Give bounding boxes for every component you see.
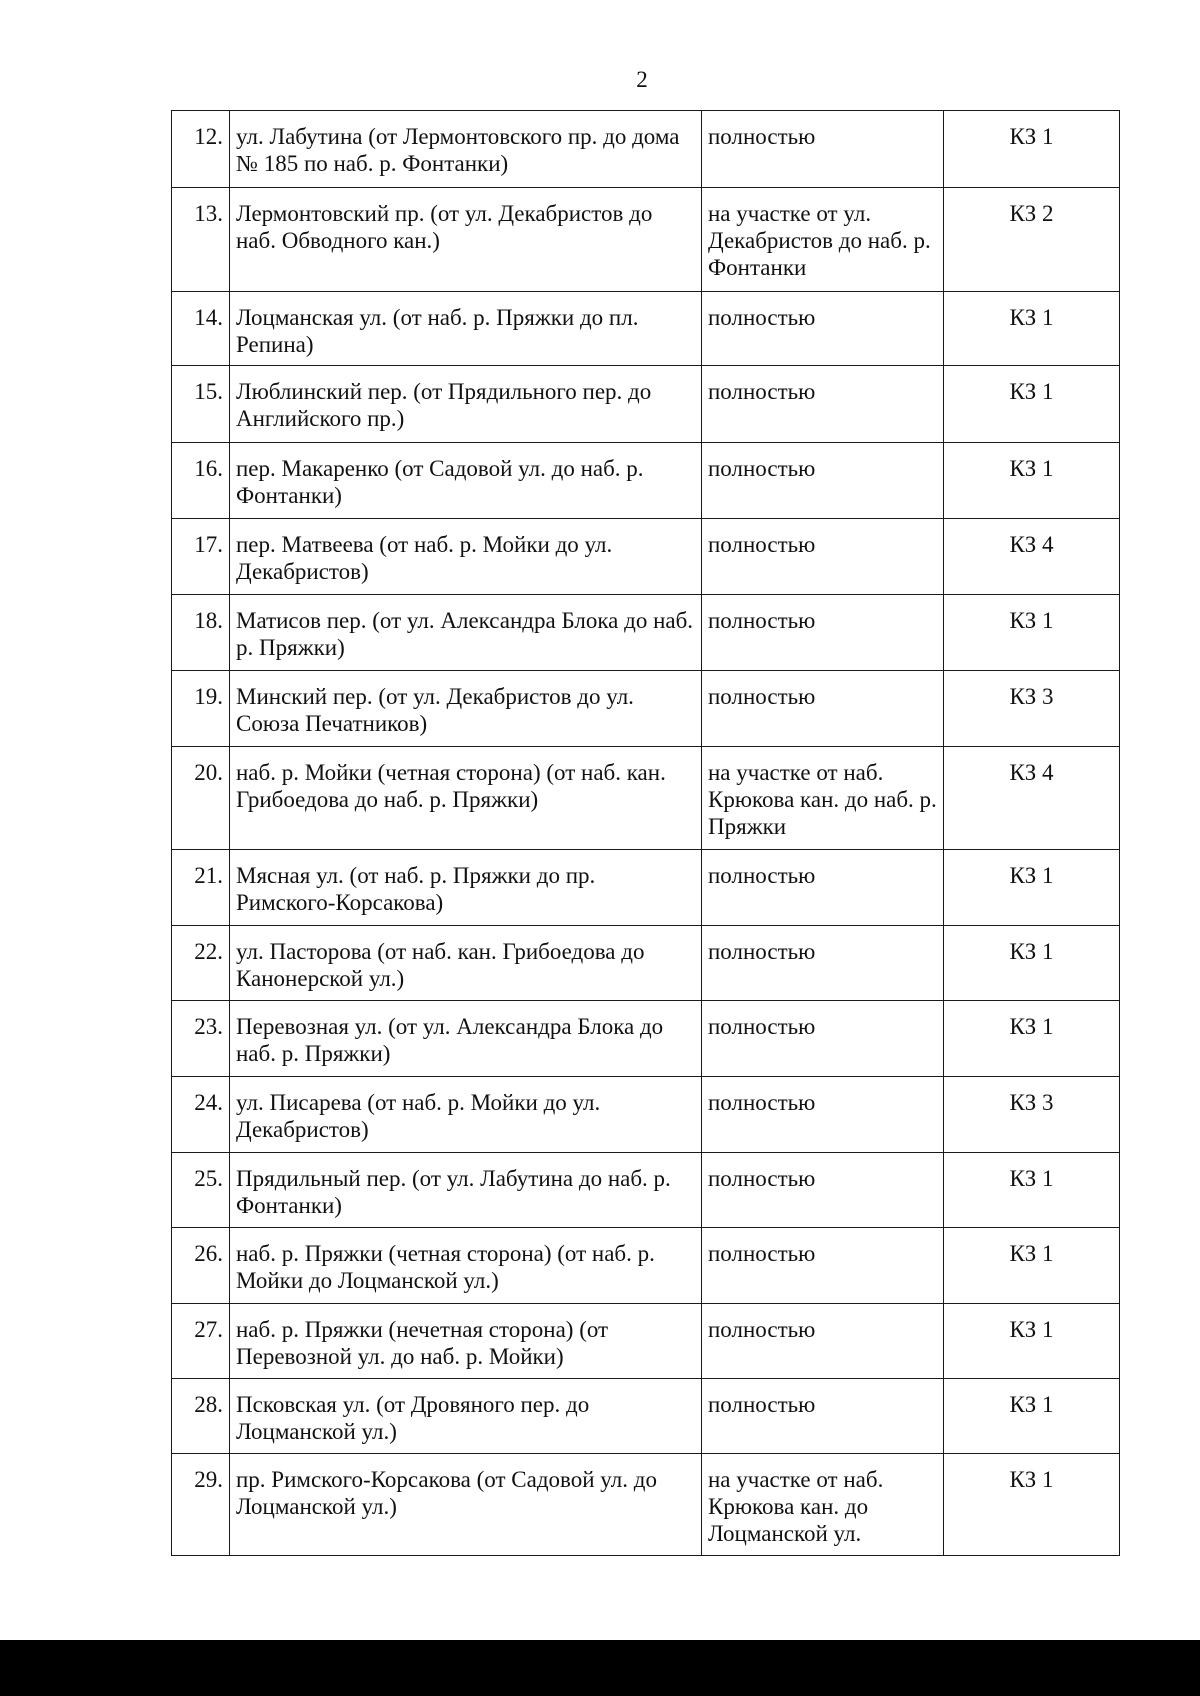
- row-number: 16.: [172, 443, 230, 519]
- table-row: [172, 1228, 1120, 1304]
- row-number: 29.: [172, 1454, 230, 1556]
- zone-code: КЗ 1: [944, 1454, 1120, 1556]
- street-name: ул. Пасторова (от наб. кан. Грибоедова до Канонерской ул.): [230, 926, 702, 1001]
- street-name: пер. Матвеева (от наб. р. Мойки до ул. Декабристов): [230, 519, 702, 595]
- table-row: [172, 1001, 1120, 1077]
- row-number: 25.: [172, 1153, 230, 1228]
- street-extent: полностью: [702, 1001, 944, 1077]
- zone-code: КЗ 1: [944, 1304, 1120, 1379]
- street-extent: на участке от ул. Декабристов до наб. р. Фонтанки: [702, 188, 944, 292]
- row-number: 12.: [172, 111, 230, 188]
- street-name: наб. р. Пряжки (четная сторона) (от наб. р. Мойки до Лоцманской ул.): [230, 1228, 702, 1304]
- row-number: 14.: [172, 292, 230, 366]
- table-row: [172, 671, 1120, 747]
- page-number: 2: [636, 67, 648, 92]
- row-number: 13.: [172, 188, 230, 292]
- table-row: [172, 926, 1120, 1001]
- row-number: 27.: [172, 1304, 230, 1379]
- table-row: [172, 747, 1120, 850]
- street-extent: полностью: [702, 1304, 944, 1379]
- street-name: Мясная ул. (от наб. р. Пряжки до пр. Римского-Корсакова): [230, 850, 702, 926]
- street-name: Лоцманская ул. (от наб. р. Пряжки до пл. Репина): [230, 292, 702, 366]
- zone-code: КЗ 4: [944, 747, 1120, 850]
- street-extent: полностью: [702, 292, 944, 366]
- row-number: 21.: [172, 850, 230, 926]
- street-extent: полностью: [702, 111, 944, 188]
- street-name: Псковская ул. (от Дровяного пер. до Лоцманской ул.): [230, 1379, 702, 1454]
- street-name: наб. р. Мойки (четная сторона) (от наб. кан. Грибоедова до наб. р. Пряжки): [230, 747, 702, 850]
- street-extent: полностью: [702, 926, 944, 1001]
- table-row: [172, 111, 1120, 188]
- row-number: 22.: [172, 926, 230, 1001]
- streets-table-body: [172, 111, 1120, 1556]
- street-name: Перевозная ул. (от ул. Александра Блока до наб. р. Пряжки): [230, 1001, 702, 1077]
- row-number: 26.: [172, 1228, 230, 1304]
- zone-code: КЗ 3: [944, 671, 1120, 747]
- streets-table: [171, 110, 1120, 1556]
- street-extent: полностью: [702, 671, 944, 747]
- street-name: Матисов пер. (от ул. Александра Блока до наб. р. Пряжки): [230, 595, 702, 671]
- zone-code: КЗ 1: [944, 1228, 1120, 1304]
- zone-code: КЗ 1: [944, 850, 1120, 926]
- street-name: Минский пер. (от ул. Декабристов до ул. Союза Печатников): [230, 671, 702, 747]
- row-number: 17.: [172, 519, 230, 595]
- table-row: [172, 1304, 1120, 1379]
- street-extent: полностью: [702, 366, 944, 443]
- street-extent: полностью: [702, 443, 944, 519]
- row-number: 24.: [172, 1077, 230, 1153]
- street-extent: полностью: [702, 1228, 944, 1304]
- street-extent: полностью: [702, 1077, 944, 1153]
- zone-code: КЗ 4: [944, 519, 1120, 595]
- zone-code: КЗ 1: [944, 926, 1120, 1001]
- table-row: [172, 595, 1120, 671]
- zone-code: КЗ 1: [944, 111, 1120, 188]
- table-row: [172, 519, 1120, 595]
- street-extent: полностью: [702, 1153, 944, 1228]
- zone-code: КЗ 1: [944, 1379, 1120, 1454]
- row-number: 28.: [172, 1379, 230, 1454]
- zone-code: КЗ 1: [944, 443, 1120, 519]
- scan-bottom-border: [0, 1640, 1200, 1696]
- table-row: [172, 1153, 1120, 1228]
- street-name: Люблинский пер. (от Прядильного пер. до Английского пр.): [230, 366, 702, 443]
- table-row: [172, 366, 1120, 443]
- street-name: наб. р. Пряжки (нечетная сторона) (от Перевозной ул. до наб. р. Мойки): [230, 1304, 702, 1379]
- street-extent: на участке от наб. Крюкова кан. до наб. р. Пряжки: [702, 747, 944, 850]
- zone-code: КЗ 1: [944, 595, 1120, 671]
- row-number: 23.: [172, 1001, 230, 1077]
- street-name: Лермонтовский пр. (от ул. Декабристов до наб. Обводного кан.): [230, 188, 702, 292]
- table-row: [172, 443, 1120, 519]
- zone-code: КЗ 1: [944, 366, 1120, 443]
- street-name: Прядильный пер. (от ул. Лабутина до наб. р. Фонтанки): [230, 1153, 702, 1228]
- table-row: [172, 1077, 1120, 1153]
- street-name: пр. Римского-Корсакова (от Садовой ул. до Лоцманской ул.): [230, 1454, 702, 1556]
- street-extent: полностью: [702, 1379, 944, 1454]
- row-number: 15.: [172, 366, 230, 443]
- row-number: 18.: [172, 595, 230, 671]
- street-extent: на участке от наб. Крюкова кан. до Лоцманской ул.: [702, 1454, 944, 1556]
- table-row: [172, 292, 1120, 366]
- zone-code: КЗ 1: [944, 1001, 1120, 1077]
- zone-code: КЗ 3: [944, 1077, 1120, 1153]
- zone-code: КЗ 1: [944, 1153, 1120, 1228]
- table-row: [172, 188, 1120, 292]
- row-number: 20.: [172, 747, 230, 850]
- street-extent: полностью: [702, 519, 944, 595]
- street-extent: полностью: [702, 595, 944, 671]
- street-name: ул. Лабутина (от Лермонтовского пр. до дома № 185 по наб. р. Фонтанки): [230, 111, 702, 188]
- street-name: пер. Макаренко (от Садовой ул. до наб. р. Фонтанки): [230, 443, 702, 519]
- zone-code: КЗ 2: [944, 188, 1120, 292]
- street-extent: полностью: [702, 850, 944, 926]
- table-row: [172, 1454, 1120, 1556]
- zone-code: КЗ 1: [944, 292, 1120, 366]
- street-name: ул. Писарева (от наб. р. Мойки до ул. Декабристов): [230, 1077, 702, 1153]
- table-row: [172, 1379, 1120, 1454]
- table-row: [172, 850, 1120, 926]
- row-number: 19.: [172, 671, 230, 747]
